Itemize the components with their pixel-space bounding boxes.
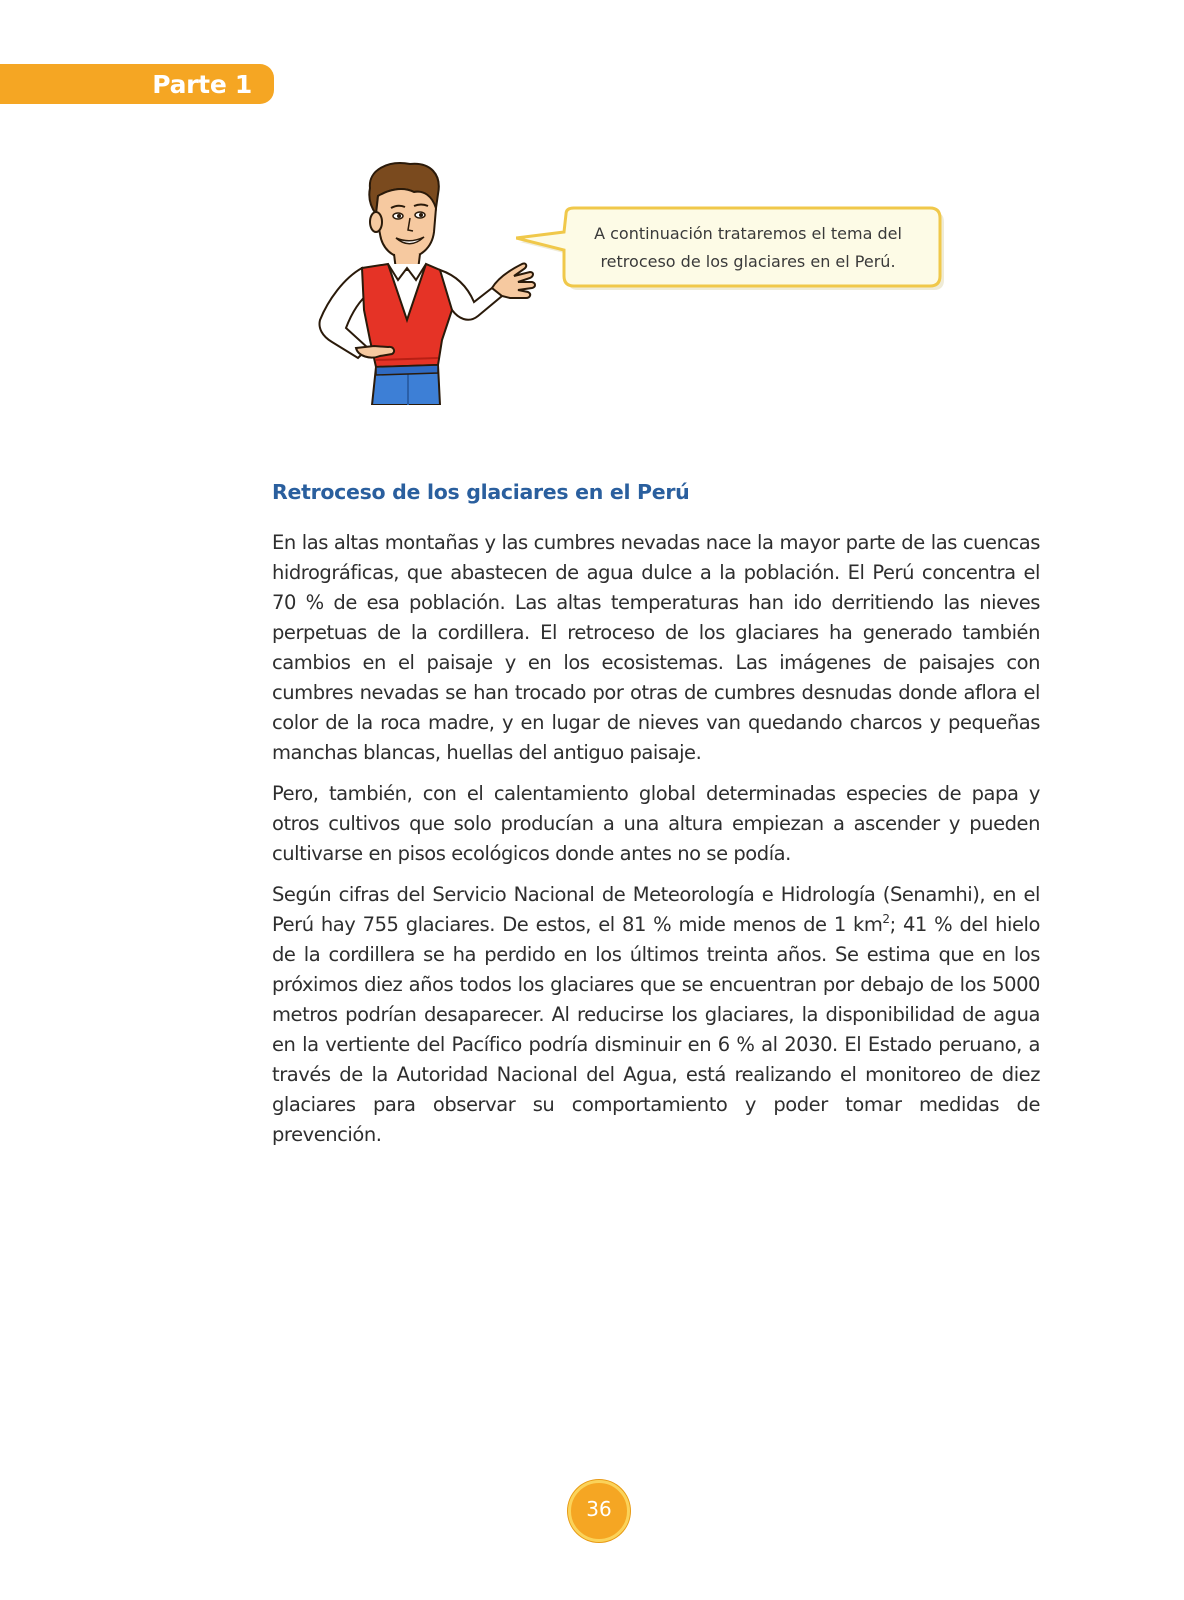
- speech-bubble-line1: A continuación trataremos el tema del: [594, 224, 902, 243]
- speech-bubble-line2: retroceso de los glaciares en el Perú.: [600, 252, 896, 271]
- speech-bubble: [516, 206, 946, 294]
- page-number-badge: [568, 1480, 630, 1542]
- paragraph-3-part1: Según cifras del Servicio Nacional de Meteorología e Hidrología (Senamhi), en el Perú hay 755 glaciares. De estos, el 81 % mide menos de 1 km: [272, 883, 1040, 936]
- paragraph-1: En las altas montañas y las cumbres nevadas nace la mayor parte de las cuencas hidrográficas, que abastecen de agua dulce a la población. El Perú concentra el 70 % de esa población. Las altas temperaturas han ido derritiendo las nieves perpetuas de la cordillera. El retroceso de los glaciares ha generado también cambios en el paisaje y en los ecosistemas. Las imágenes de paisajes con cumbres nevadas se han trocado por otras de cumbres desnudas donde aflora el color de la roca madre, y en lugar de nieves van quedando charcos y pequeñas manchas blancas, huellas del antiguo paisaje.: [272, 531, 1040, 764]
- paragraph-2: Pero, también, con el calentamiento global determinadas especies de papa y otros cultivos que solo producían a una altura empiezan a ascender y pueden cultivarse en pisos ecológicos donde antes no se podía.: [272, 782, 1040, 865]
- part-tab: [0, 64, 274, 104]
- article-body: [272, 528, 1040, 1161]
- paragraph-3: [272, 880, 1040, 1150]
- paragraph-3-part2: ; 41 % del hielo de la cordillera se ha perdido en los últimos treinta años. Se estima que en los próximos diez años todos los glaciares que se encuentran por debajo de los 5000 metros podrían desaparecer. Al reducirse los glaciares, la disponibilidad de agua en la vertiente del Pacífico podría disminuir en 6 % al 2030. El Estado peruano, a través de la Autoridad Nacional del Agua, está realizando el monitoreo de diez glaciares para observar su comportamiento y poder tomar medidas de prevención.: [272, 913, 1040, 1146]
- part-label: Parte 1: [152, 70, 252, 99]
- page-number: 36: [586, 1497, 612, 1521]
- speech-bubble-text: [568, 220, 928, 276]
- paragraph-3-superscript: 2: [882, 912, 890, 926]
- section-title: Retroceso de los glaciares en el Perú: [272, 480, 690, 504]
